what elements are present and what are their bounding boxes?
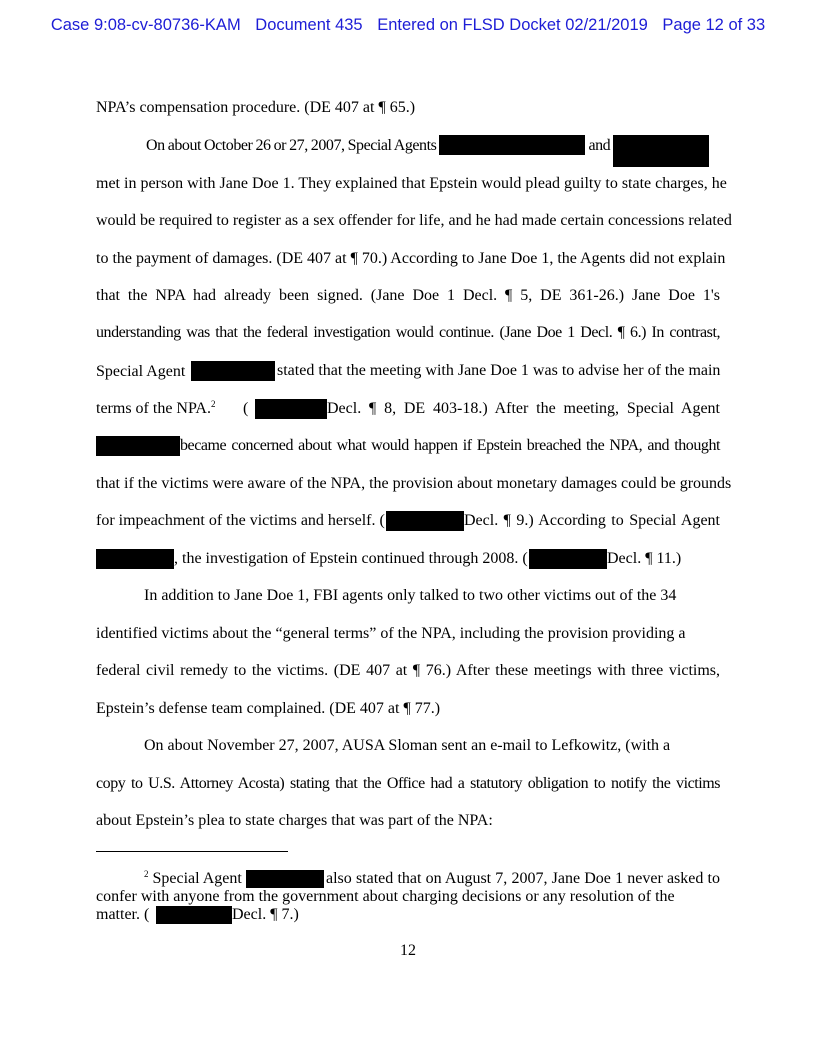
- docket-entry: Entered on FLSD Docket 02/21/2019: [377, 16, 648, 34]
- footnote-line: matter. ( Decl. ¶ 7.): [96, 906, 299, 923]
- body-line: about Epstein’s plea to state charges that was part of the NPA:: [96, 812, 493, 829]
- page-indicator: Page 12 of 33: [662, 16, 766, 34]
- redaction-bar: [613, 135, 709, 167]
- body-line: Special Agent stated that the meeting with Jane Doe 1 was to advise her of the main: [96, 362, 721, 380]
- page-number: 12: [400, 942, 416, 959]
- redaction-bar: [529, 549, 607, 569]
- redaction-bar: [246, 870, 324, 888]
- redaction-bar: [191, 361, 275, 381]
- body-line: In addition to Jane Doe 1, FBI agents only talked to two other victims out of the 34: [144, 587, 677, 604]
- body-line: met in person with Jane Doe 1. They explained that Epstein would plead guilty to state charges, he: [96, 175, 727, 192]
- body-line: copy to U.S. Attorney Acosta) stating that the Office had a statutory obligation to notify the victims: [96, 775, 720, 792]
- redaction-bar: [156, 906, 232, 924]
- body-line: for impeachment of the victims and herself. ( Decl. ¶ 9.) According to Special Agent: [96, 512, 720, 529]
- body-line: understanding was that the federal investigation would continue. (Jane Doe 1 Decl. ¶ 6.) In contrast,: [96, 324, 720, 341]
- redaction-bar: [255, 399, 327, 419]
- body-line: federal civil remedy to the victims. (DE 407 at ¶ 76.) After these meetings with three victims,: [96, 662, 720, 679]
- redaction-bar: [96, 436, 180, 456]
- body-line: On about October 26 or 27, 2007, Special Agents and: [146, 135, 746, 167]
- footnote-divider: [96, 851, 288, 852]
- document-number: Document 435: [255, 16, 363, 34]
- footnote-line: confer with anyone from the government about charging decisions or any resolution of the: [96, 888, 675, 905]
- body-line: to the payment of damages. (DE 407 at ¶ 70.) According to Jane Doe 1, the Agents did not explain: [96, 250, 726, 267]
- docket-header: [0, 16, 816, 35]
- body-line: terms of the NPA.$^2$ ( Decl. ¶ 8, DE 403-18.) After the meeting, Special Agent: [96, 399, 720, 417]
- redaction-bar: [439, 135, 585, 155]
- body-line: that if the victims were aware of the NPA, the provision about monetary damages could be grounds: [96, 475, 732, 492]
- case-number: Case 9:08-cv-80736-KAM: [50, 16, 241, 34]
- body-line: NPA’s compensation procedure. (DE 407 at ¶ 65.): [96, 99, 416, 116]
- body-line: Epstein’s defense team complained. (DE 407 at ¶ 77.): [96, 700, 441, 717]
- body-line: would be required to register as a sex offender for life, and he had made certain concessions related: [96, 212, 732, 229]
- body-line: On about November 27, 2007, AUSA Sloman sent an e-mail to Lefkowitz, (with a: [144, 737, 671, 754]
- body-line: identified victims about the “general terms” of the NPA, including the provision providing a: [96, 625, 686, 642]
- redaction-bar: [386, 511, 464, 531]
- redaction-bar: [96, 549, 174, 569]
- body-line: that the NPA had already been signed. (Jane Doe 1 Decl. ¶ 5, DE 361-26.) Jane Doe 1's: [96, 287, 720, 304]
